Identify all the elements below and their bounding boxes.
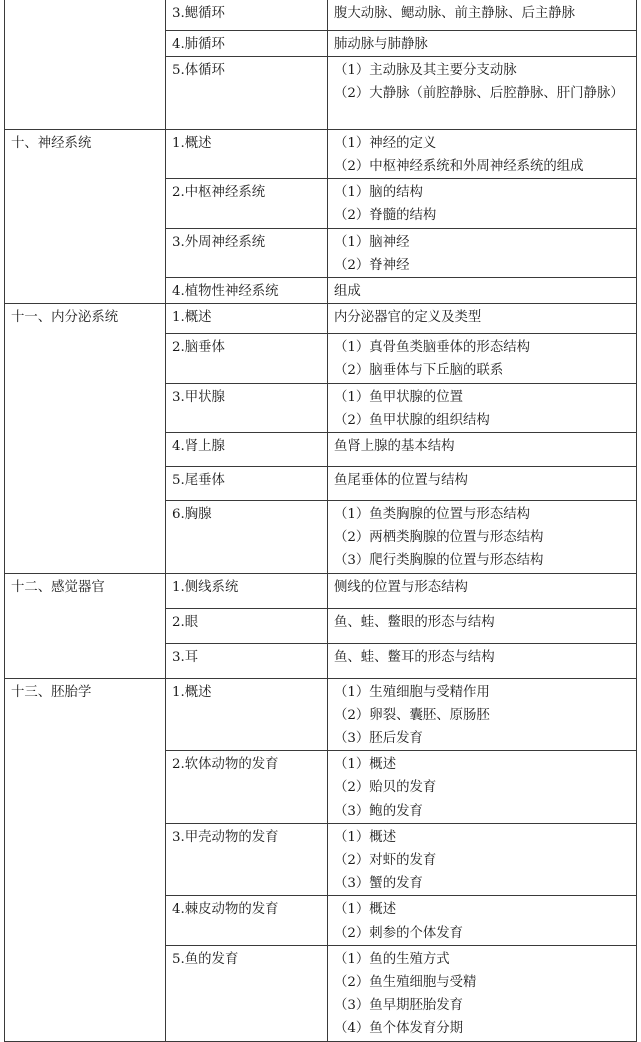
topic-points xyxy=(328,945,637,1041)
topic-name: 1.概述 xyxy=(166,678,328,751)
point-item: （1）真骨鱼类脑垂体的形态结构 xyxy=(334,340,530,356)
topic-name: 2.脑垂体 xyxy=(166,334,328,383)
point-item: 腹大动脉、鳃动脉、前主静脉、后主静脉 xyxy=(334,6,576,21)
section-title: 十、神经系统 xyxy=(5,129,166,303)
topic-name: 3.耳 xyxy=(166,643,328,678)
point-item: 鱼、蛙、鳖眼的形态与结构 xyxy=(334,614,495,630)
table-row xyxy=(5,129,637,178)
point-item: （2）中枢神经系统和外周神经系统的组成 xyxy=(334,158,584,174)
section-title xyxy=(5,0,166,129)
point-item: （1）鱼的生殖方式 xyxy=(334,951,450,967)
section-title: 十二、感觉器官 xyxy=(5,573,166,678)
topic-points xyxy=(328,751,637,824)
point-item: （2）对虾的发育 xyxy=(334,852,437,868)
point-item: （2）卵裂、囊胚、原肠胚 xyxy=(334,707,490,723)
point-item: （2）贻贝的发育 xyxy=(334,780,437,796)
point-item: （1）鱼类胸腺的位置与形态结构 xyxy=(334,506,530,522)
topic-name: 2.中枢神经系统 xyxy=(166,179,328,228)
topic-name: 5.尾垂体 xyxy=(166,466,328,500)
topic-name: 2.眼 xyxy=(166,608,328,643)
point-item: （2）脊神经 xyxy=(334,257,410,273)
topic-name: 3.甲壳动物的发育 xyxy=(166,823,328,896)
section-title: 十一、内分泌系统 xyxy=(5,304,166,573)
point-item: 鱼肾上腺的基本结构 xyxy=(334,438,455,454)
topic-points xyxy=(328,573,637,608)
point-item: 肺动脉与肺静脉 xyxy=(334,36,428,52)
topic-points xyxy=(328,179,637,228)
point-item: （1）鱼甲状腺的位置 xyxy=(334,389,464,405)
topic-points xyxy=(328,500,637,573)
point-item: （3）鱼早期胚胎发育 xyxy=(334,998,464,1014)
topic-points xyxy=(328,228,637,277)
syllabus-table xyxy=(4,0,637,1042)
point-item: （1）概述 xyxy=(334,829,397,845)
point-item: （1）概述 xyxy=(334,757,397,773)
topic-points xyxy=(328,334,637,383)
topic-points xyxy=(328,304,637,334)
point-item: （1）脑的结构 xyxy=(334,185,423,201)
topic-points xyxy=(328,129,637,178)
point-item: （1）生殖细胞与受精作用 xyxy=(334,684,490,700)
table-row xyxy=(5,678,637,751)
point-item: （1）概述 xyxy=(334,902,397,918)
topic-points xyxy=(328,0,637,30)
topic-name: 5.体循环 xyxy=(166,56,328,129)
topic-name: 1.概述 xyxy=(166,129,328,178)
point-item: （4）鱼个体发育分期 xyxy=(334,1021,464,1037)
point-item: （2）脊髓的结构 xyxy=(334,208,437,224)
topic-points xyxy=(328,896,637,945)
topic-points xyxy=(328,823,637,896)
topic-points xyxy=(328,466,637,500)
topic-name: 5.鱼的发育 xyxy=(166,945,328,1041)
point-item: （3）爬行类胸腺的位置与形态结构 xyxy=(334,553,544,569)
topic-points xyxy=(328,608,637,643)
topic-points xyxy=(328,56,637,129)
topic-points xyxy=(328,432,637,466)
syllabus-body xyxy=(5,0,637,1041)
point-item: 鱼尾垂体的位置与结构 xyxy=(334,472,468,488)
topic-name: 6.胸腺 xyxy=(166,500,328,573)
topic-points xyxy=(328,30,637,56)
point-item: 侧线的位置与形态结构 xyxy=(334,579,468,595)
point-item: （2）鱼甲状腺的组织结构 xyxy=(334,412,490,428)
topic-name: 4.肾上腺 xyxy=(166,432,328,466)
point-item: （3）胚后发育 xyxy=(334,730,423,746)
topic-points xyxy=(328,383,637,432)
topic-name: 4.肺循环 xyxy=(166,30,328,56)
topic-name: 1.侧线系统 xyxy=(166,573,328,608)
topic-points xyxy=(328,643,637,678)
topic-name: 3.外周神经系统 xyxy=(166,228,328,277)
point-item: （3）鲍的发育 xyxy=(334,803,423,819)
topic-name: 3.甲状腺 xyxy=(166,383,328,432)
point-item: （2）刺参的个体发育 xyxy=(334,925,464,941)
topic-name: 3.鳃循环 xyxy=(166,0,328,30)
topic-points xyxy=(328,678,637,751)
topic-name: 4.棘皮动物的发育 xyxy=(166,896,328,945)
topic-points xyxy=(328,277,637,303)
point-item: （2）大静脉（前腔静脉、后腔静脉、肝门静脉） xyxy=(334,85,624,101)
point-item: （1）脑神经 xyxy=(334,234,410,250)
point-item: 组成 xyxy=(334,283,361,299)
section-title: 十三、胚胎学 xyxy=(5,678,166,1041)
topic-name: 4.植物性神经系统 xyxy=(166,277,328,303)
point-item: （2）两栖类胸腺的位置与形态结构 xyxy=(334,530,544,546)
table-row xyxy=(5,573,637,608)
point-item: （2）脑垂体与下丘脑的联系 xyxy=(334,363,504,379)
point-item: （2）鱼生殖细胞与受精 xyxy=(334,974,477,990)
point-item: （1）神经的定义 xyxy=(334,135,437,151)
table-row xyxy=(5,304,637,334)
table-row xyxy=(5,0,637,30)
point-item: 鱼、蛙、鳖耳的形态与结构 xyxy=(334,649,495,665)
point-item: 内分泌器官的定义及类型 xyxy=(334,310,482,326)
topic-name: 1.概述 xyxy=(166,304,328,334)
topic-name: 2.软体动物的发育 xyxy=(166,751,328,824)
point-item: （3）蟹的发育 xyxy=(334,876,423,892)
point-item: （1）主动脉及其主要分支动脉 xyxy=(334,62,517,78)
